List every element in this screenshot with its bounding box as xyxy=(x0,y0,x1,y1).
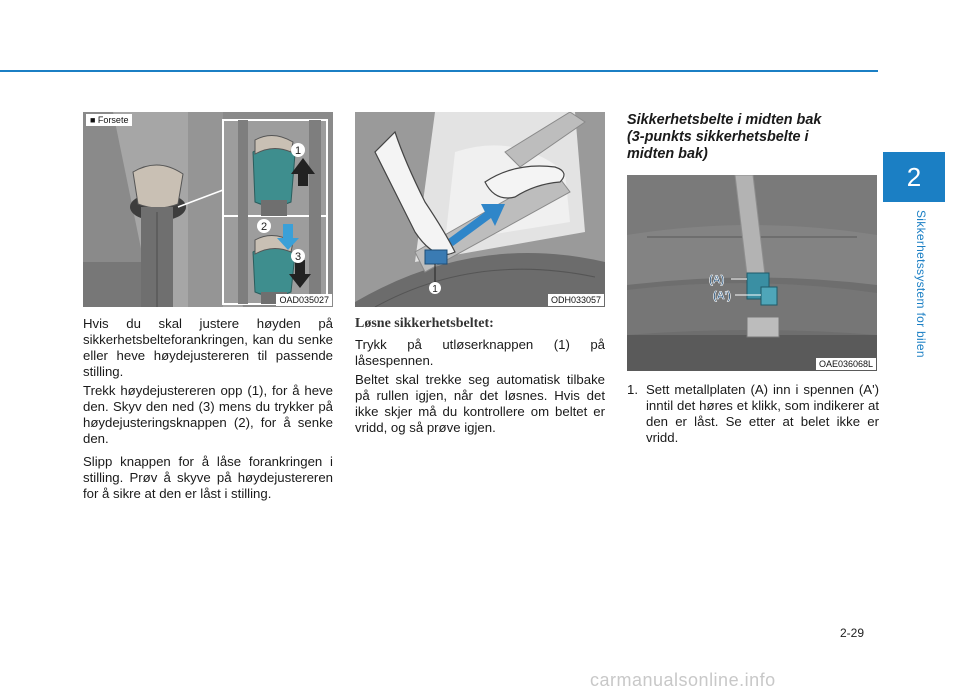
callout-1: 1 xyxy=(294,145,302,157)
figure-anchor-height-adjuster xyxy=(83,112,333,307)
left-paragraph-3: Slipp knappen for å låse forankringen i stilling. Prøv å skyve på høydejustereren for å sikre at den er låst i stilling. xyxy=(83,454,333,501)
figure-buckle-release xyxy=(355,112,605,307)
callout-1: 1 xyxy=(432,284,438,295)
footer-watermark: carmanualsonline.info xyxy=(590,670,776,690)
callout-2: 2 xyxy=(260,221,268,233)
figure-label: ■ Forsete xyxy=(86,114,132,126)
title-line-3: midten bak) xyxy=(627,146,708,162)
callout-3: 3 xyxy=(294,251,302,263)
rear-seat-illustration xyxy=(627,175,877,371)
title-line-2: (3-punkts sikkerhetsbelte i xyxy=(627,129,809,145)
figure-code: OAE036068L xyxy=(816,358,876,370)
section-title-rear-center-belt xyxy=(627,112,879,163)
figure-code: OAD035027 xyxy=(276,294,332,306)
chapter-title-vertical: Sikkerhetssystem for bilen xyxy=(914,210,928,358)
item-text: Sett metallplaten (A) inn i spennen (A') inntil det høres et klikk, som indikerer at den er låst. Se etter at belet ikke er vridd. xyxy=(646,382,879,445)
left-paragraph-1: Hvis du skal justere høyden på sikkerhetsbelteforankringen, kan du senke eller heve høydejustereren til passende stilling. xyxy=(83,316,333,379)
header-rule xyxy=(0,70,878,72)
middle-paragraph-2: Beltet skal trekke seg automatisk tilbake på rullen igjen, når det løsnes. Hvis det ikke skjer må du kontrollere om beltet er vridd, og så prøve igjen. xyxy=(355,372,605,435)
figure-code: ODH033057 xyxy=(548,294,604,306)
figure-rear-center-belt xyxy=(627,175,877,371)
left-paragraph-2: Trekk høydejustereren opp (1), for å heve den. Skyv den ned (3) mens du trykker på høydejusteringsknappen (2), for å senke den. xyxy=(83,383,333,446)
title-line-1: Sikkerhetsbelte i midten bak xyxy=(627,112,822,128)
middle-paragraph-1: Trykk på utløserknappen (1) på låsespennen. xyxy=(355,337,605,368)
callout-a-prime: (A') xyxy=(713,290,731,302)
page-number: 2-29 xyxy=(840,626,865,640)
callout-a: (A) xyxy=(709,274,725,286)
item-number: 1. xyxy=(627,382,638,397)
anchor-illustration xyxy=(83,112,333,307)
buckle-illustration xyxy=(355,112,605,307)
chapter-tab: 2 xyxy=(883,152,945,202)
numbered-item-1 xyxy=(627,382,879,446)
subheading-release: Løsne sikkerhetsbeltet: xyxy=(355,316,494,331)
